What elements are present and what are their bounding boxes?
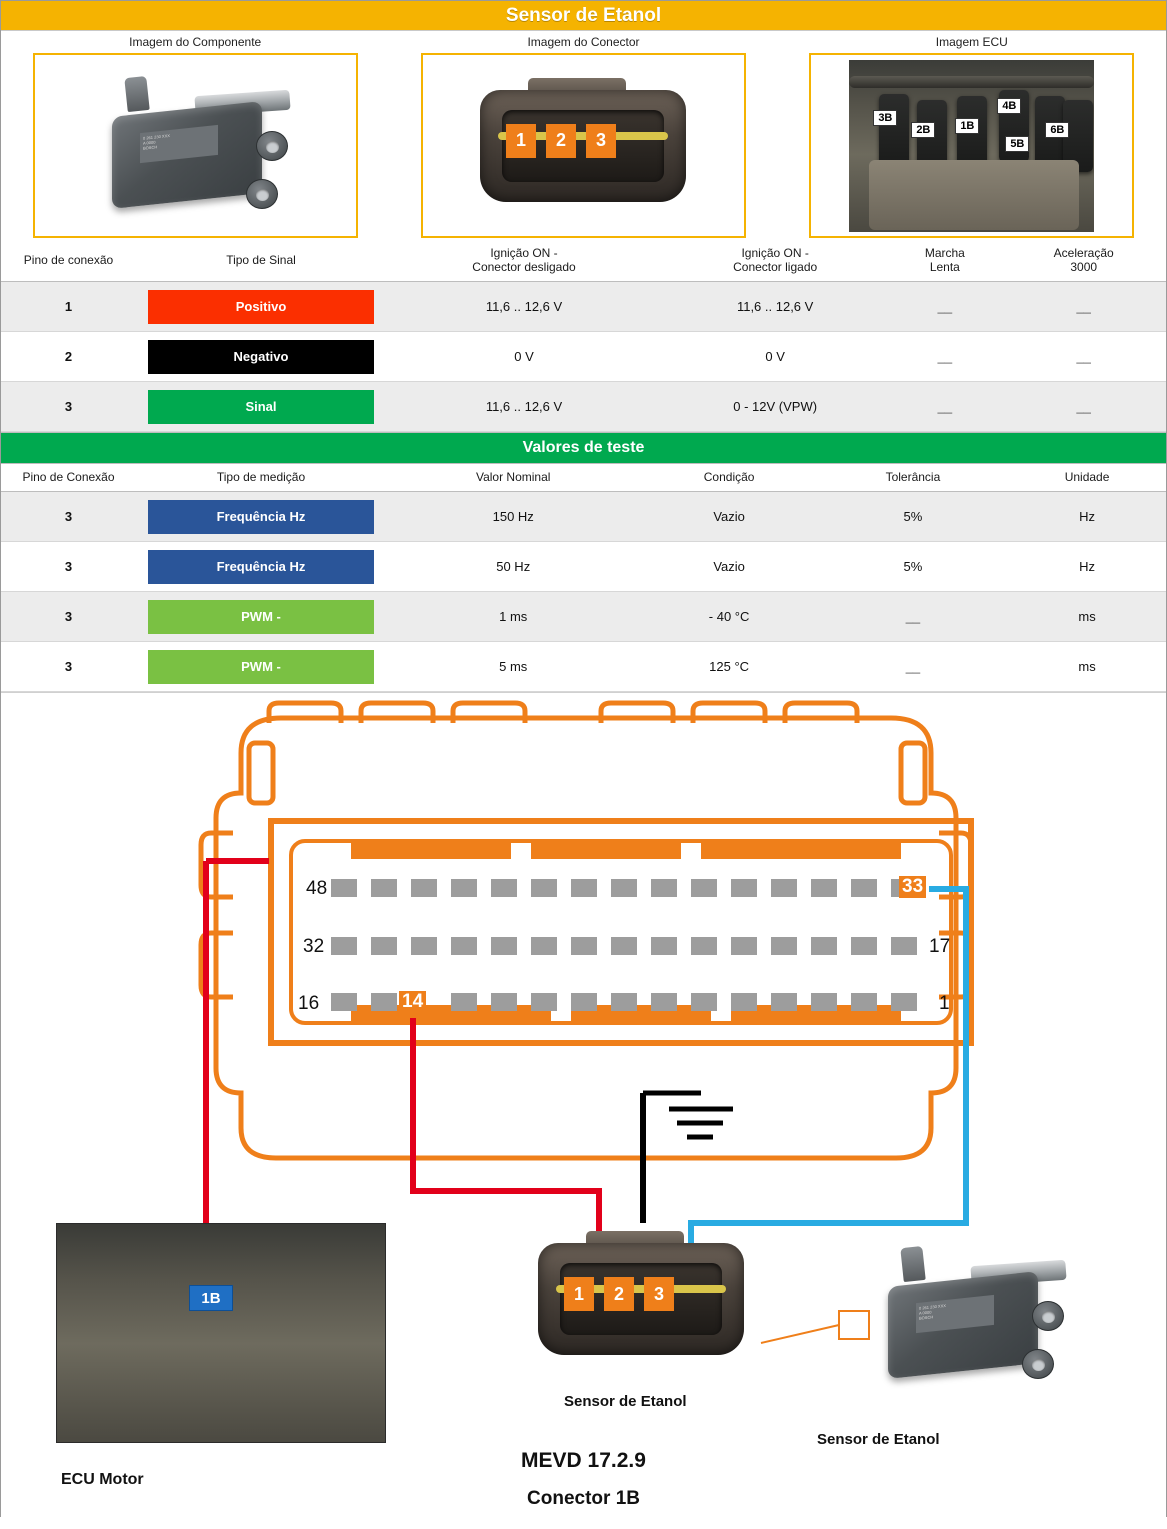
header-pin: Pino de conexão: [1, 240, 136, 282]
ecu-tag-3b: 3B: [873, 110, 897, 126]
ecu-tag-4b: 4B: [997, 98, 1021, 114]
row-unit: Hz: [1008, 492, 1166, 542]
table-row: [1, 592, 1166, 642]
header-test-pin: Pino de Conexão: [1, 464, 136, 492]
row-signal-cell: [136, 332, 386, 382]
ignition-coil-3b: [879, 94, 909, 166]
ground-symbol: [643, 1093, 733, 1137]
image-row: [1, 31, 1166, 240]
status-badge: Frequência Hz: [148, 550, 374, 584]
sensor-callout-line: [761, 1325, 839, 1343]
ecu-model-label: MEVD 17.2.9: [521, 1449, 646, 1472]
connector-photo-bottom: [534, 1229, 749, 1369]
row-idle: __: [888, 382, 1001, 432]
pin-number-33: 33: [899, 876, 926, 898]
pin-number-16: 16: [298, 993, 320, 1014]
row-nominal: 5 ms: [386, 642, 640, 692]
row-signal-cell: [136, 282, 386, 332]
row-tolerance: 5%: [818, 492, 1008, 542]
header-accel: [1001, 240, 1166, 282]
row-pin: 3: [1, 382, 136, 432]
ecu-tag-6b: 6B: [1045, 122, 1069, 138]
status-badge: Frequência Hz: [148, 500, 374, 534]
pin-number-48: 48: [306, 878, 328, 899]
engine-block: [869, 160, 1079, 230]
row-condition: - 40 °C: [640, 592, 817, 642]
pin-number-17: 17: [929, 936, 951, 957]
row-tolerance: __: [818, 642, 1008, 692]
test-values-title: Valores de teste: [1, 432, 1166, 464]
row-nominal: 1 ms: [386, 592, 640, 642]
ecu-connector-1b-tag: 1B: [189, 1285, 233, 1311]
status-badge: Negativo: [148, 340, 374, 374]
ecu-housing-outline: [201, 703, 971, 1158]
header-accel-l2: 3000: [1070, 260, 1098, 274]
sensor-connector-caption: Sensor de Etanol: [564, 1393, 687, 1410]
connector-pin-badges: [506, 124, 616, 158]
connector-image-col: [389, 35, 777, 238]
row-condition: Vazio: [640, 492, 817, 542]
row-measure-cell: [136, 592, 386, 642]
row-pin: 3: [1, 542, 136, 592]
row-ign-on: 11,6 .. 12,6 V: [662, 282, 888, 332]
sensor-component-bottom: [846, 1241, 1096, 1401]
connector-pin-badges-bottom: [564, 1277, 674, 1311]
sensor-mount-hole-1: [256, 131, 288, 161]
table-row: [1, 542, 1166, 592]
sensor-inlet-bottom: [900, 1246, 925, 1282]
header-ign-on-disconnected-l2: Conector desligado: [472, 260, 576, 274]
header-unit: Unidade: [1008, 464, 1166, 492]
row-pin: 3: [1, 592, 136, 642]
row-pin: 3: [1, 642, 136, 692]
row-ign-off: 11,6 .. 12,6 V: [386, 282, 662, 332]
ecu-photo: [849, 60, 1094, 232]
sensor-mount-hole-2: [246, 179, 278, 209]
header-tolerance: Tolerância: [818, 464, 1008, 492]
row-tolerance: __: [818, 592, 1008, 642]
sensor-mount-hole-2-bottom: [1022, 1349, 1054, 1379]
header-ign-on-connected-l1: Ignição ON -: [741, 246, 809, 260]
header-ign-on-disconnected: [386, 240, 662, 282]
sensor-component-caption: Sensor de Etanol: [817, 1431, 940, 1448]
row-signal-cell: [136, 382, 386, 432]
connector-pin-2-bottom: 2: [604, 1277, 634, 1311]
ecu-motor-photo: [56, 1223, 386, 1443]
connector-image-box: [421, 53, 746, 238]
pin-number-14: 14: [399, 991, 426, 1013]
status-badge: PWM -: [148, 600, 374, 634]
ecu-image-box: [809, 53, 1134, 238]
table-row: [1, 282, 1166, 332]
pin-table: [1, 240, 1166, 432]
header-ign-on-connected: [662, 240, 888, 282]
header-idle-l2: Lenta: [929, 260, 960, 274]
table-row: [1, 332, 1166, 382]
pin-number-1: 1: [939, 993, 950, 1014]
wire-red-signal-to-sensor: [413, 1018, 599, 1253]
row-pin: 1: [1, 282, 136, 332]
ethanol-sensor-photo: [70, 71, 320, 221]
row-accel: __: [1001, 382, 1166, 432]
header-ign-on-connected-l2: Conector ligado: [733, 260, 818, 274]
row-nominal: 150 Hz: [386, 492, 640, 542]
ecu-motor-caption: ECU Motor: [61, 1471, 144, 1488]
row-unit: ms: [1008, 592, 1166, 642]
header-idle: [888, 240, 1001, 282]
header-condition: Condição: [640, 464, 817, 492]
connector-image-caption: Imagem do Conector: [527, 35, 640, 49]
connector-pin-2: 2: [546, 124, 576, 158]
row-measure-cell: [136, 642, 386, 692]
status-badge: PWM -: [148, 650, 374, 684]
ecu-image-col: [778, 35, 1166, 238]
table-row: [1, 642, 1166, 692]
component-image-col: [1, 35, 389, 238]
header-signal-type: Tipo de Sinal: [136, 240, 386, 282]
connector-pin-1: 1: [506, 124, 536, 158]
page-title: Sensor de Etanol: [1, 1, 1166, 31]
header-nominal: Valor Nominal: [386, 464, 640, 492]
row-measure-cell: [136, 542, 386, 592]
row-nominal: 50 Hz: [386, 542, 640, 592]
row-idle: __: [888, 282, 1001, 332]
pin-table-header-row: [1, 240, 1166, 282]
connector-name-label: Conector 1B: [527, 1488, 640, 1509]
connector-pin-3: 3: [586, 124, 616, 158]
row-measure-cell: [136, 492, 386, 542]
header-ign-on-disconnected-l1: Ignição ON -: [490, 246, 558, 260]
row-ign-off: 0 V: [386, 332, 662, 382]
ecu-tag-1b: 1B: [955, 118, 979, 134]
status-badge: Positivo: [148, 290, 374, 324]
row-unit: Hz: [1008, 542, 1166, 592]
row-tolerance: 5%: [818, 542, 1008, 592]
row-pin: 3: [1, 492, 136, 542]
row-idle: __: [888, 332, 1001, 382]
wiring-harness: [849, 76, 1094, 88]
component-image-caption: Imagem do Componente: [129, 35, 262, 49]
table-row: [1, 382, 1166, 432]
row-unit: ms: [1008, 642, 1166, 692]
test-values-table: [1, 464, 1166, 692]
row-accel: __: [1001, 332, 1166, 382]
row-condition: 125 °C: [640, 642, 817, 692]
row-ign-on: 0 - 12V (VPW): [662, 382, 888, 432]
sensor-connector-bottom: [534, 1229, 749, 1369]
header-measure-type: Tipo de medição: [136, 464, 386, 492]
connector-photo: [476, 76, 691, 216]
header-idle-l1: Marcha: [924, 246, 965, 260]
ethanol-sensor-photo-bottom: [846, 1241, 1096, 1391]
ecu-tag-2b: 2B: [911, 122, 935, 138]
row-condition: Vazio: [640, 542, 817, 592]
row-ign-on: 0 V: [662, 332, 888, 382]
status-badge: Sinal: [148, 390, 374, 424]
sensor-label-sticker-bottom: 0 261 230 XXX A 0000 BOSCH: [916, 1295, 994, 1333]
pin-number-32: 32: [303, 936, 325, 957]
header-accel-l1: Aceleração: [1053, 246, 1114, 260]
component-image-box: [33, 53, 358, 238]
ecu-image-caption: Imagem ECU: [935, 35, 1008, 49]
sensor-label-sticker: 0 261 230 XXX A 0000 BOSCH: [140, 124, 218, 162]
connector-pin-3-bottom: 3: [644, 1277, 674, 1311]
row-pin: 2: [1, 332, 136, 382]
row-ign-off: 11,6 .. 12,6 V: [386, 382, 662, 432]
test-table-header-row: [1, 464, 1166, 492]
row-accel: __: [1001, 282, 1166, 332]
connector-pin-1-bottom: 1: [564, 1277, 594, 1311]
table-row: [1, 492, 1166, 542]
sensor-inlet: [124, 75, 149, 111]
sensor-mount-hole-1-bottom: [1032, 1301, 1064, 1331]
ecu-tag-5b: 5B: [1005, 136, 1029, 152]
